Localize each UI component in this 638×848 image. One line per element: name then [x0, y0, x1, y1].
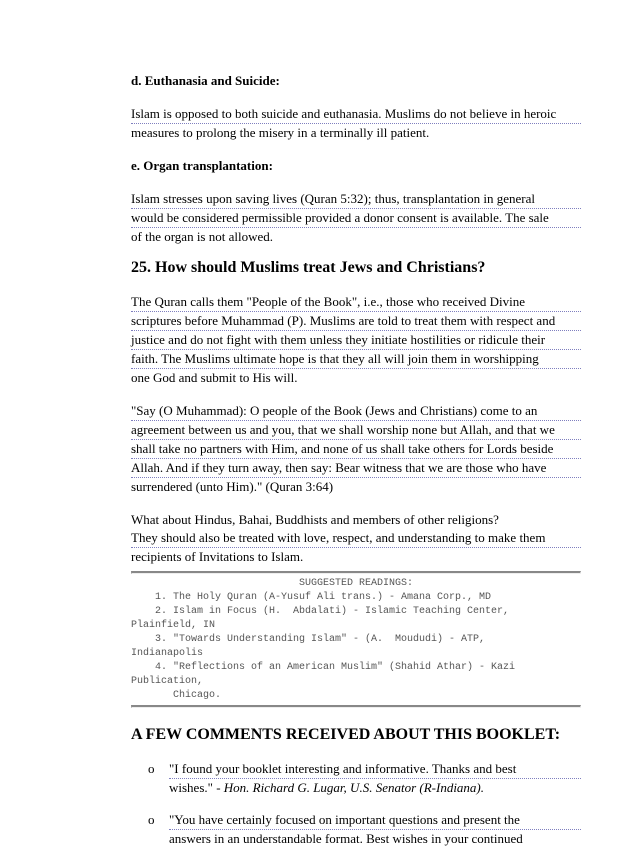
- reading-line: Indianapolis: [131, 648, 204, 659]
- text-line: shall take no partners with Him, and none of us shall take others for Lords beside: [131, 440, 581, 459]
- reading-line: Plainfield, IN: [131, 620, 216, 631]
- heading-comments: A FEW COMMENTS RECEIVED ABOUT THIS BOOKLET:: [131, 726, 561, 743]
- page-content: [131, 72, 581, 848]
- text-line: surrendered (unto Him)." (Quran 3:64): [131, 479, 334, 494]
- comments-list: [131, 760, 581, 848]
- readings-title: SUGGESTED READINGS:: [298, 578, 414, 589]
- heading-organ-transplantation: e. Organ transplantation:: [131, 158, 273, 173]
- text-line: measures to prolong the misery in a terminally ill patient.: [131, 125, 430, 140]
- heading-question-25: 25. How should Muslims treat Jews and Christians?: [131, 259, 486, 276]
- text-line: scriptures before Muhammad (P). Muslims are told to treat them with respect and: [131, 312, 581, 331]
- text-line: faith. The Muslims ultimate hope is that they all will join them in worshipping: [131, 350, 581, 369]
- text-line: They should also be treated with love, respect, and understanding to make them: [131, 529, 581, 548]
- text-line: agreement between us and you, that we shall worship none but Allah, and that we: [131, 421, 581, 440]
- text-line: Islam stresses upon saving lives (Quran 5:32); thus, transplantation in general: [131, 190, 581, 209]
- text-line: wishes." -: [169, 780, 224, 795]
- text-line: "Say (O Muhammad): O people of the Book (Jews and Christians) come to an: [131, 402, 581, 421]
- comment-item: [131, 811, 581, 848]
- reading-line: 1. The Holy Quran (A-Yusuf Ali trans.) - Amana Corp., MD: [131, 592, 492, 603]
- text-line: of the organ is not allowed.: [131, 229, 274, 244]
- comment-signature: Hon. Richard G. Lugar, U.S. Senator (R-Indiana).: [223, 780, 485, 795]
- text-line: justice and do not fight with them unless they initiate hostilities or ridicule their: [131, 331, 581, 350]
- heading-euthanasia: d. Euthanasia and Suicide:: [131, 73, 280, 88]
- text-line: "You have certainly focused on important questions and present the: [169, 811, 581, 830]
- text-line: "I found your booklet interesting and informative. Thanks and best: [169, 760, 581, 779]
- paragraph-organ-transplantation: [131, 190, 581, 246]
- reading-line: 4. "Reflections of an American Muslim" (Shahid Athar) - Kazi: [131, 662, 516, 673]
- paragraph-quran-quote: [131, 402, 581, 496]
- text-line: Islam is opposed to both suicide and euthanasia. Muslims do not believe in heroic: [131, 105, 581, 124]
- comment-item: [131, 760, 581, 797]
- text-line: answers in an understandable format. Best wishes in your continued: [169, 831, 523, 846]
- reading-line: 2. Islam in Focus (H. Abdalati) - Islamic Teaching Center,: [131, 606, 510, 617]
- divider-top: [131, 571, 581, 574]
- text-line: Allah. And if they turn away, then say: Bear witness that we are those who have: [131, 459, 581, 478]
- reading-line: 3. "Towards Understanding Islam" - (A. Moududi) - ATP,: [131, 634, 486, 645]
- paragraph-other-religions: [131, 511, 581, 566]
- bullet-marker: o: [148, 812, 155, 827]
- suggested-readings: [131, 577, 581, 703]
- paragraph-euthanasia: [131, 105, 581, 142]
- text-line: recipients of Invitations to Islam.: [131, 549, 304, 564]
- paragraph-people-of-the-book: [131, 293, 581, 387]
- bullet-marker: o: [148, 761, 155, 776]
- text-line: one God and submit to His will.: [131, 370, 298, 385]
- text-line: The Quran calls them "People of the Book", i.e., those who received Divine: [131, 293, 581, 312]
- reading-line: Publication,: [131, 676, 204, 687]
- text-line: What about Hindus, Bahai, Buddhists and members of other religions?: [131, 512, 499, 527]
- text-line: would be considered permissible provided a donor consent is available. The sale: [131, 209, 581, 228]
- reading-line: Chicago.: [131, 690, 222, 701]
